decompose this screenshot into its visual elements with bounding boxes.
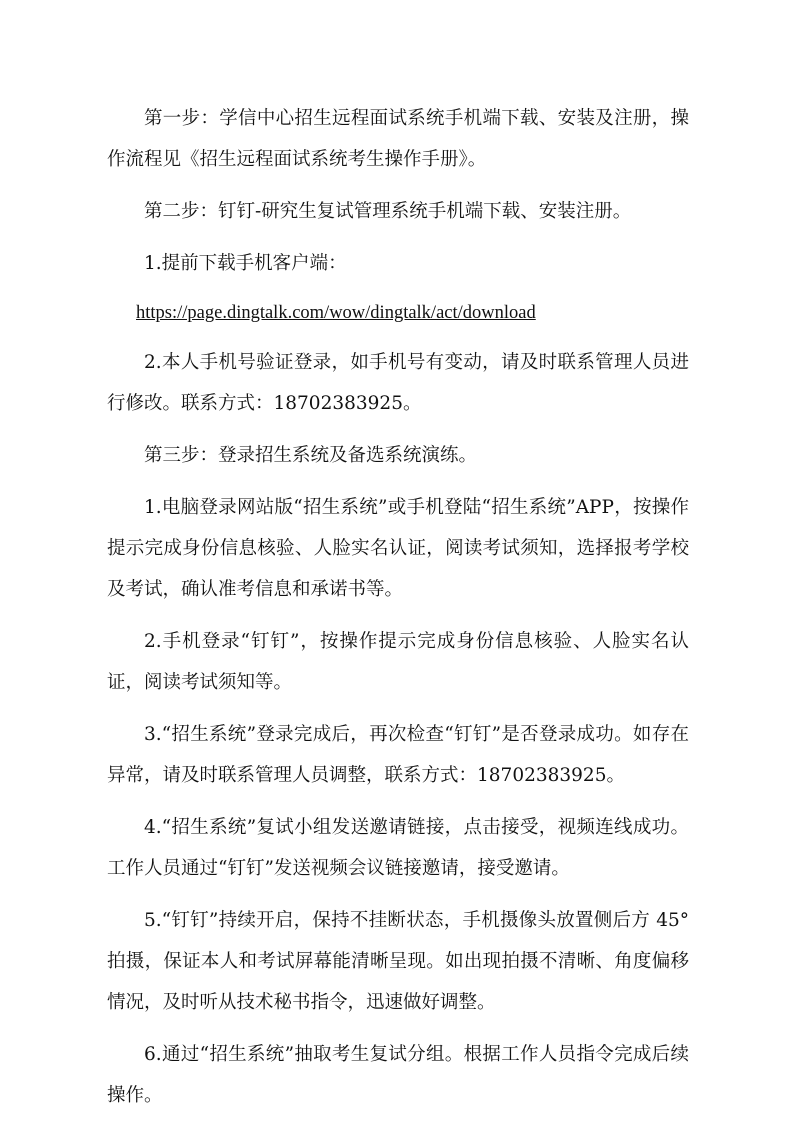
step-three-item-1: 1.电脑登录网站版“招生系统”或手机登陆“招生系统”APP，按操作提示完成身份信息核验、人脸实名认证，阅读考试须知，选择报考学校及考试，确认准考信息和承诺书等。 (107, 497, 689, 600)
step-three-item-4: 4.“招生系统”复试小组发送邀请链接，点击接受，视频连线成功。工作人员通过“钉钉”发送视频会议链接邀请，接受邀请。 (107, 817, 689, 879)
document-body (107, 98, 689, 1127)
step-three-item-5: 5.“钉钉”持续开启，保持不挂断状态，手机摄像头放置侧后方 45°拍摄，保证本人和考试屏幕能清晰呈现。如出现拍摄不清晰、角度偏移情况，及时听从技术秘书指令，迅速做好调整。 (107, 910, 689, 1013)
step-two-item-2: 2.本人手机号验证登录，如手机号有变动，请及时联系管理人员进行修改。联系方式：18702383925。 (107, 352, 689, 414)
step-three-item-6: 6.通过“招生系统”抽取考生复试分组。根据工作人员指令完成后续操作。 (107, 1044, 689, 1106)
step-one-paragraph: 第一步：学信中心招生远程面试系统手机端下载、安装及注册，操作流程见《招生远程面试系统考生操作手册》。 (107, 108, 689, 170)
step-three-item-2: 2.手机登录“钉钉”，按操作提示完成身份信息核验、人脸实名认证，阅读考试须知等。 (107, 631, 689, 693)
step-two-item-1: 1.提前下载手机客户端： (144, 253, 347, 274)
step-three-item-3: 3.“招生系统”登录完成后，再次检查“钉钉”是否登录成功。如存在异常，请及时联系管理人员调整，联系方式：18702383925。 (107, 724, 689, 786)
step-three-paragraph: 第三步：登录招生系统及备选系统演练。 (144, 445, 478, 466)
step-two-paragraph: 第二步：钉钉-研究生复试管理系统手机端下载、安装注册。 (144, 201, 632, 222)
dingtalk-download-link[interactable]: https://page.dingtalk.com/wow/dingtalk/act/download (136, 303, 536, 323)
